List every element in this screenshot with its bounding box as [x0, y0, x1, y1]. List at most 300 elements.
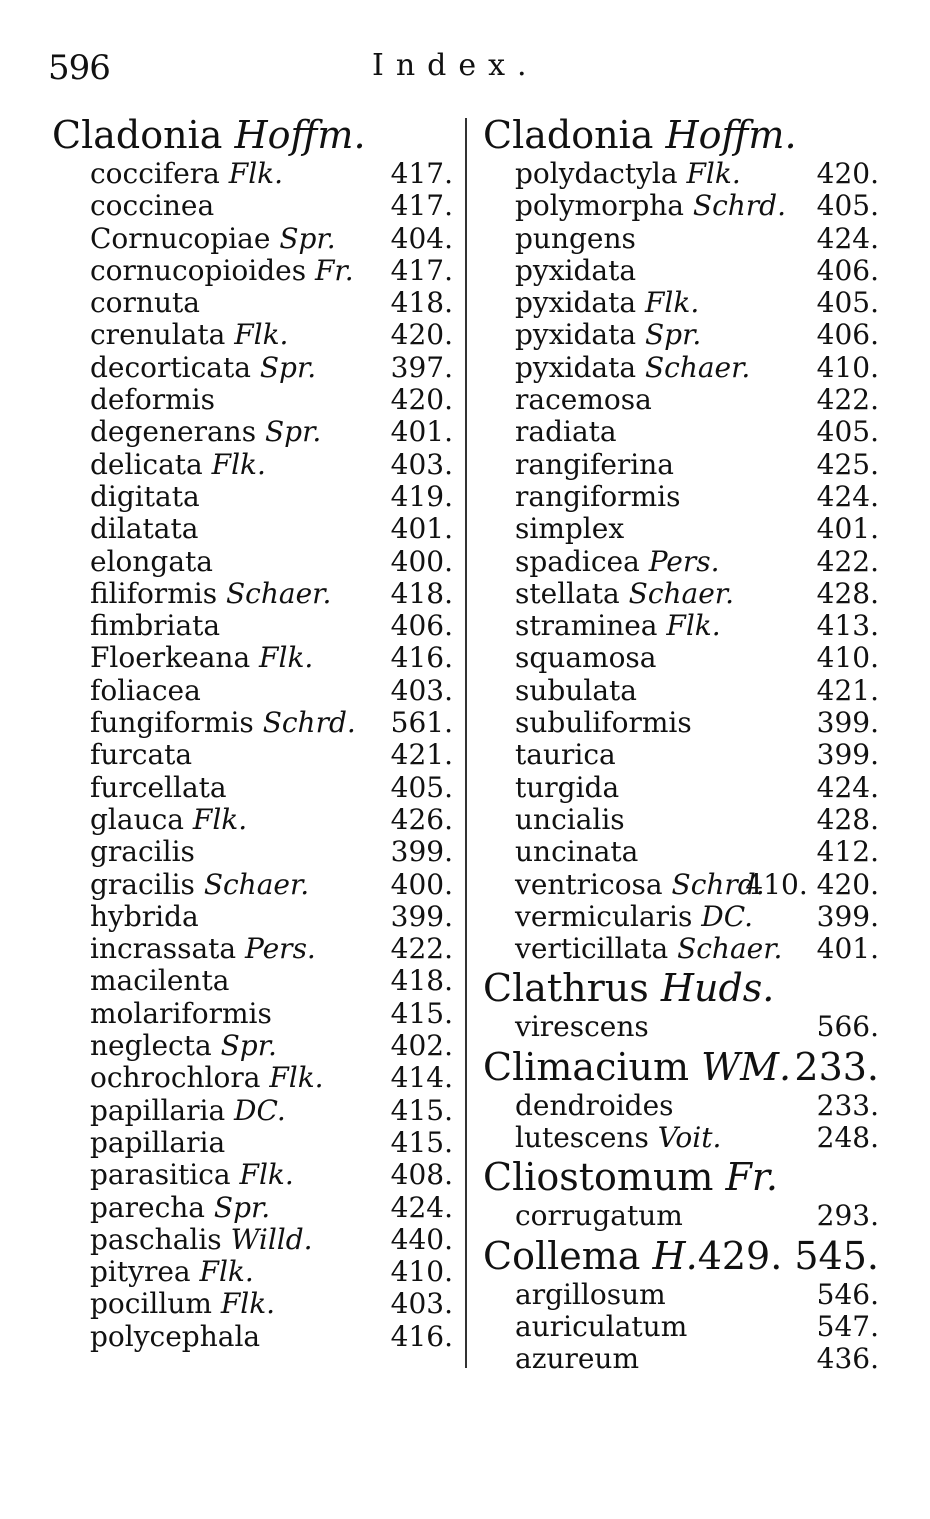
index-entry	[483, 255, 883, 287]
species-author: Flk.	[211, 1287, 276, 1321]
page-reference: 421.	[390, 738, 453, 772]
genus-author: WM.	[701, 1044, 792, 1089]
species-name: turgida	[515, 770, 620, 804]
index-entry	[483, 416, 883, 448]
species-author: Flk.	[260, 1061, 324, 1095]
page-reference: 417.	[390, 189, 453, 223]
page-reference: 399.	[390, 835, 453, 869]
species-name: uncialis	[515, 802, 625, 836]
entry-name	[90, 1030, 277, 1062]
index-entry	[483, 901, 883, 933]
entry-name	[515, 836, 638, 868]
species-author: Spr.	[211, 1029, 277, 1063]
species-author: Spr.	[256, 415, 322, 449]
species-name: fimbriata	[90, 609, 221, 643]
species-name: radiata	[515, 415, 617, 449]
page-reference: 403.	[390, 447, 453, 481]
genus-name: Climacium	[483, 1044, 702, 1089]
species-author: Flk.	[219, 157, 284, 190]
index-entry	[483, 1122, 883, 1154]
index-entry	[52, 804, 457, 836]
index-entry	[52, 416, 457, 448]
entry-name	[515, 546, 720, 578]
page-reference: 405.	[390, 770, 453, 804]
species-name: racemosa	[515, 383, 652, 417]
entry-name	[515, 933, 782, 965]
page-reference: 424.	[816, 479, 879, 513]
page-reference: 422.	[816, 383, 879, 417]
index-entry	[52, 772, 457, 804]
species-name: cornuta	[90, 286, 200, 320]
index-entry	[483, 1311, 883, 1343]
species-author: Schrd.	[253, 706, 356, 740]
index-entry	[52, 223, 457, 255]
entry-name	[90, 965, 229, 997]
entry-name	[90, 1321, 260, 1353]
page-reference: 233.	[816, 1088, 879, 1122]
page-reference: 410. 420.	[745, 867, 879, 901]
entry-name	[515, 223, 636, 255]
species-author: DC.	[225, 1093, 286, 1127]
genus-heading	[483, 1233, 883, 1279]
page-reference: 399.	[816, 899, 879, 933]
entry-name	[90, 287, 200, 319]
index-entry	[52, 933, 457, 965]
species-name: furcata	[90, 738, 193, 772]
index-entry	[52, 998, 457, 1030]
species-name: corrugatum	[515, 1199, 683, 1233]
species-name: polydactyla	[515, 157, 678, 190]
page-reference: 426.	[390, 802, 453, 836]
page-reference: 417.	[390, 157, 453, 190]
species-author: Flk.	[636, 286, 700, 320]
species-name: Floerkeana	[90, 641, 251, 675]
page-reference: 399.	[816, 706, 879, 740]
genus-heading	[483, 1154, 883, 1200]
entry-name	[515, 578, 734, 610]
entry-name	[90, 513, 198, 545]
page-reference: 415.	[390, 1125, 453, 1159]
species-author: Flk.	[202, 447, 266, 481]
page-reference: 401.	[816, 512, 879, 546]
entry-name	[515, 642, 657, 674]
species-name: lutescens	[515, 1121, 649, 1155]
right-column	[483, 112, 883, 1376]
species-name: crenulata	[90, 318, 226, 352]
index-entry	[483, 287, 883, 319]
species-author: Schaer.	[668, 932, 783, 966]
index-entry	[483, 610, 883, 642]
species-name: pyxidata	[515, 318, 637, 352]
species-name: parecha	[90, 1190, 205, 1224]
entry-name	[90, 610, 220, 642]
species-author: Flk.	[183, 802, 248, 836]
species-name: glauca	[90, 802, 184, 836]
species-name: filiformis	[90, 576, 218, 610]
species-name: pyxidata	[515, 286, 637, 320]
page-reference: 546.	[816, 1277, 879, 1311]
index-entry	[483, 1343, 883, 1375]
page-reference: 422.	[816, 544, 879, 578]
species-name: polycephala	[90, 1319, 261, 1353]
species-author: Schrd.	[662, 867, 765, 901]
species-name: digitata	[90, 479, 200, 513]
page-reference: 410.	[816, 350, 879, 384]
page-reference: 410.	[816, 641, 879, 675]
species-name: delicata	[90, 447, 203, 481]
index-entry	[52, 190, 457, 222]
index-entry	[52, 1062, 457, 1094]
entry-name	[90, 1127, 225, 1159]
species-name: spadicea	[515, 544, 640, 578]
index-entry	[52, 255, 457, 287]
index-entry	[483, 352, 883, 384]
species-name: fungiformis	[90, 706, 254, 740]
species-author: Spr.	[636, 318, 702, 352]
species-name: auriculatum	[515, 1309, 688, 1343]
entry-name	[515, 739, 616, 771]
species-name: pityrea	[90, 1255, 191, 1289]
index-entry	[52, 513, 457, 545]
index-entry	[52, 1224, 457, 1256]
entry-name	[515, 190, 786, 222]
page-reference: 419.	[390, 479, 453, 513]
index-entry	[483, 1200, 883, 1232]
species-author: Voit.	[648, 1121, 722, 1155]
entry-name	[515, 675, 637, 707]
page-reference: 233.	[794, 1044, 879, 1089]
genus-heading	[483, 1044, 883, 1090]
entry-name	[90, 901, 199, 933]
page-reference: 420.	[816, 157, 879, 190]
page-reference: 418.	[390, 286, 453, 320]
species-name: gracilis	[90, 867, 195, 901]
species-author: Schaer.	[636, 350, 751, 384]
index-entry	[52, 610, 457, 642]
species-name: incrassata	[90, 932, 237, 966]
species-name: macilenta	[90, 964, 230, 998]
genus-heading	[483, 112, 883, 158]
species-name: subuliformis	[515, 706, 692, 740]
index-entry	[483, 319, 883, 351]
page-reference: 566.	[816, 1010, 879, 1044]
entry-name	[515, 481, 680, 513]
species-name: Cornucopiae	[90, 221, 271, 255]
entry-name	[90, 1192, 270, 1224]
entry-name	[515, 384, 652, 416]
species-name: decorticata	[90, 350, 251, 384]
species-name: cornucopioides	[90, 253, 307, 287]
page-reference: 440.	[390, 1222, 453, 1256]
page-reference: 561.	[390, 706, 453, 740]
entry-name	[515, 1122, 721, 1154]
entry-name	[90, 255, 354, 287]
species-author: Flk.	[250, 641, 314, 675]
entry-name	[515, 416, 617, 448]
page-reference: 418.	[390, 964, 453, 998]
genus-name: Cliostomum	[483, 1155, 726, 1200]
species-name: argillosum	[515, 1277, 666, 1311]
species-name: polymorpha	[515, 189, 684, 223]
index-entry	[52, 965, 457, 997]
species-author: Schaer.	[217, 576, 332, 610]
index-entry	[483, 804, 883, 836]
index-entry	[483, 772, 883, 804]
species-name: squamosa	[515, 641, 657, 675]
species-name: molariformis	[90, 996, 272, 1030]
index-entry	[52, 707, 457, 739]
species-name: verticillata	[515, 932, 669, 966]
index-entry	[483, 1011, 883, 1043]
species-name: subulata	[515, 673, 637, 707]
genus-author: H.	[652, 1233, 698, 1278]
entry-name	[90, 416, 321, 448]
genus-author: Hoffm.	[665, 113, 797, 157]
entry-name	[90, 1288, 275, 1320]
species-name: parasitica	[90, 1158, 231, 1192]
entry-name	[90, 642, 313, 674]
page-reference: 406.	[816, 318, 879, 352]
entry-name	[515, 1200, 683, 1232]
column-divider	[465, 118, 467, 1368]
page-reference: 428.	[816, 576, 879, 610]
index-entry	[483, 578, 883, 610]
page-reference: 400.	[390, 867, 453, 901]
index-entry	[483, 546, 883, 578]
index-entry	[52, 739, 457, 771]
species-name: papillaria	[90, 1125, 226, 1159]
entry-list	[52, 158, 457, 1353]
index-entry	[52, 352, 457, 384]
index-entry	[483, 1090, 883, 1122]
genus-author: Hoffm.	[234, 113, 366, 157]
species-name: ventricosa	[515, 867, 663, 901]
page-reference: 401.	[390, 415, 453, 449]
page-reference: 399.	[816, 738, 879, 772]
species-author: Pers.	[639, 544, 720, 578]
entry-name	[90, 707, 356, 739]
page-reference: 406.	[390, 609, 453, 643]
entry-name	[90, 1159, 294, 1191]
entry-name	[515, 352, 750, 384]
index-entry	[52, 546, 457, 578]
page-reference: 400.	[390, 544, 453, 578]
entry-name	[90, 384, 215, 416]
index-entry	[52, 1321, 457, 1353]
index-entry	[52, 1159, 457, 1191]
entry-name	[90, 998, 272, 1030]
genus-name: Cladonia	[52, 113, 223, 157]
index-entry	[52, 675, 457, 707]
species-name: uncinata	[515, 835, 639, 869]
entry-name	[90, 546, 213, 578]
entry-name	[90, 675, 201, 707]
species-author: Spr.	[270, 221, 336, 255]
species-author: Spr.	[250, 350, 317, 384]
entry-name	[90, 1256, 254, 1288]
genus-heading	[52, 112, 457, 158]
genus-author: Fr.	[725, 1155, 778, 1200]
species-name: rangiformis	[515, 479, 681, 513]
page-reference: 404.	[390, 221, 453, 255]
entry-name	[90, 772, 227, 804]
page-reference: 436.	[816, 1342, 879, 1376]
entry-name	[515, 1311, 687, 1343]
entry-name	[90, 804, 247, 836]
genus-name: Collema	[483, 1233, 653, 1278]
index-entry	[52, 1288, 457, 1320]
species-author: Schaer.	[194, 867, 310, 901]
page-reference: 414.	[390, 1061, 453, 1095]
entry-name	[515, 707, 692, 739]
index-entry	[52, 1127, 457, 1159]
entry-name	[515, 1090, 674, 1122]
entry-name	[90, 319, 288, 351]
entry-name	[90, 836, 195, 868]
page-reference: 415.	[390, 996, 453, 1030]
genus-heading	[483, 965, 883, 1011]
index-entry	[483, 513, 883, 545]
entry-name	[515, 1343, 639, 1375]
left-column	[52, 112, 457, 1353]
species-name: rangiferina	[515, 447, 674, 481]
species-name: pungens	[515, 221, 636, 255]
entry-name	[90, 449, 266, 481]
page-reference: 293.	[816, 1199, 879, 1233]
entry-name	[90, 1062, 324, 1094]
index-entry	[52, 481, 457, 513]
page-reference: 403.	[390, 1287, 453, 1321]
species-name: papillaria	[90, 1093, 226, 1127]
page-reference: 412.	[816, 835, 879, 869]
species-name: furcellata	[90, 770, 227, 804]
entry-name	[515, 449, 674, 481]
page-reference: 421.	[816, 673, 879, 707]
species-author: Flk.	[230, 1158, 294, 1192]
page-reference: 416.	[390, 641, 453, 675]
page-reference: 429. 545.	[697, 1233, 879, 1278]
entry-name	[90, 1224, 313, 1256]
index-entry	[483, 223, 883, 255]
index-entry	[52, 449, 457, 481]
page-reference: 413.	[816, 609, 879, 643]
index-entry	[52, 1256, 457, 1288]
page-reference: 424.	[816, 221, 879, 255]
page-reference: 420.	[390, 318, 453, 352]
species-name: hybrida	[90, 899, 199, 933]
page-reference: 406.	[816, 253, 879, 287]
species-name: ochrochlora	[90, 1061, 261, 1095]
entry-name	[515, 319, 701, 351]
species-name: pyxidata	[515, 253, 637, 287]
species-name: simplex	[515, 512, 625, 546]
entry-name	[90, 481, 200, 513]
entry-name	[515, 610, 721, 642]
page-reference: 401.	[816, 932, 879, 966]
index-entry	[52, 1095, 457, 1127]
page-reference: 428.	[816, 802, 879, 836]
entry-name	[515, 158, 741, 190]
species-name: stellata	[515, 576, 620, 610]
entry-name	[515, 255, 636, 287]
species-author: Schaer.	[619, 576, 735, 610]
page-number: 596	[48, 48, 110, 88]
species-name: foliacea	[90, 673, 201, 707]
species-author: Fr.	[306, 253, 354, 287]
page-reference: 402.	[390, 1029, 453, 1063]
page-reference: 422.	[390, 932, 453, 966]
page-reference: 405.	[816, 189, 879, 223]
index-entry	[483, 675, 883, 707]
index-entry	[483, 869, 883, 901]
species-name: dilatata	[90, 512, 199, 546]
species-name: deformis	[90, 383, 215, 417]
page-reference: 405.	[816, 286, 879, 320]
species-author: Flk.	[225, 318, 289, 352]
entry-name	[90, 352, 316, 384]
species-author: Flk.	[190, 1255, 254, 1289]
entry-name	[90, 1095, 286, 1127]
entry-name	[515, 513, 624, 545]
species-name: elongata	[90, 544, 213, 578]
running-head: Index.	[372, 48, 539, 83]
index-entry	[483, 1279, 883, 1311]
species-author: Flk.	[657, 609, 721, 643]
species-name: gracilis	[90, 835, 195, 869]
index-entry	[52, 642, 457, 674]
page-header	[0, 40, 930, 90]
index-entry	[52, 287, 457, 319]
index-entry	[483, 384, 883, 416]
genus-name: Clathrus	[483, 966, 661, 1011]
page-reference: 415.	[390, 1093, 453, 1127]
species-name: dendroides	[515, 1088, 674, 1122]
genus-name: Cladonia	[483, 113, 654, 157]
index-entry	[52, 869, 457, 901]
entry-name	[90, 869, 309, 901]
entry-name	[515, 772, 619, 804]
index-entry	[52, 158, 457, 190]
page-reference: 424.	[390, 1190, 453, 1224]
index-entry	[483, 836, 883, 868]
entry-name	[90, 933, 316, 965]
index-entry	[52, 1030, 457, 1062]
species-name: neglecta	[90, 1029, 212, 1063]
page-reference: 547.	[816, 1309, 879, 1343]
index-entry	[52, 578, 457, 610]
genus-author: Huds.	[660, 966, 775, 1011]
page-reference: 417.	[390, 253, 453, 287]
entry-name	[515, 287, 699, 319]
page-reference: 420.	[390, 383, 453, 417]
page-reference: 425.	[816, 447, 879, 481]
species-author: Schrd.	[684, 189, 787, 223]
species-name: taurica	[515, 738, 616, 772]
species-name: azureum	[515, 1342, 640, 1376]
entry-name	[90, 739, 192, 771]
page-reference: 399.	[390, 899, 453, 933]
index-entry	[483, 707, 883, 739]
page-reference: 403.	[390, 673, 453, 707]
species-name: straminea	[515, 609, 658, 643]
species-name: pyxidata	[515, 350, 637, 384]
species-author: Flk.	[677, 157, 741, 190]
species-author: DC.	[692, 899, 754, 933]
species-author: Pers.	[236, 932, 316, 966]
species-name: degenerans	[90, 415, 257, 449]
page-reference: 397.	[390, 350, 453, 384]
index-entry	[483, 190, 883, 222]
